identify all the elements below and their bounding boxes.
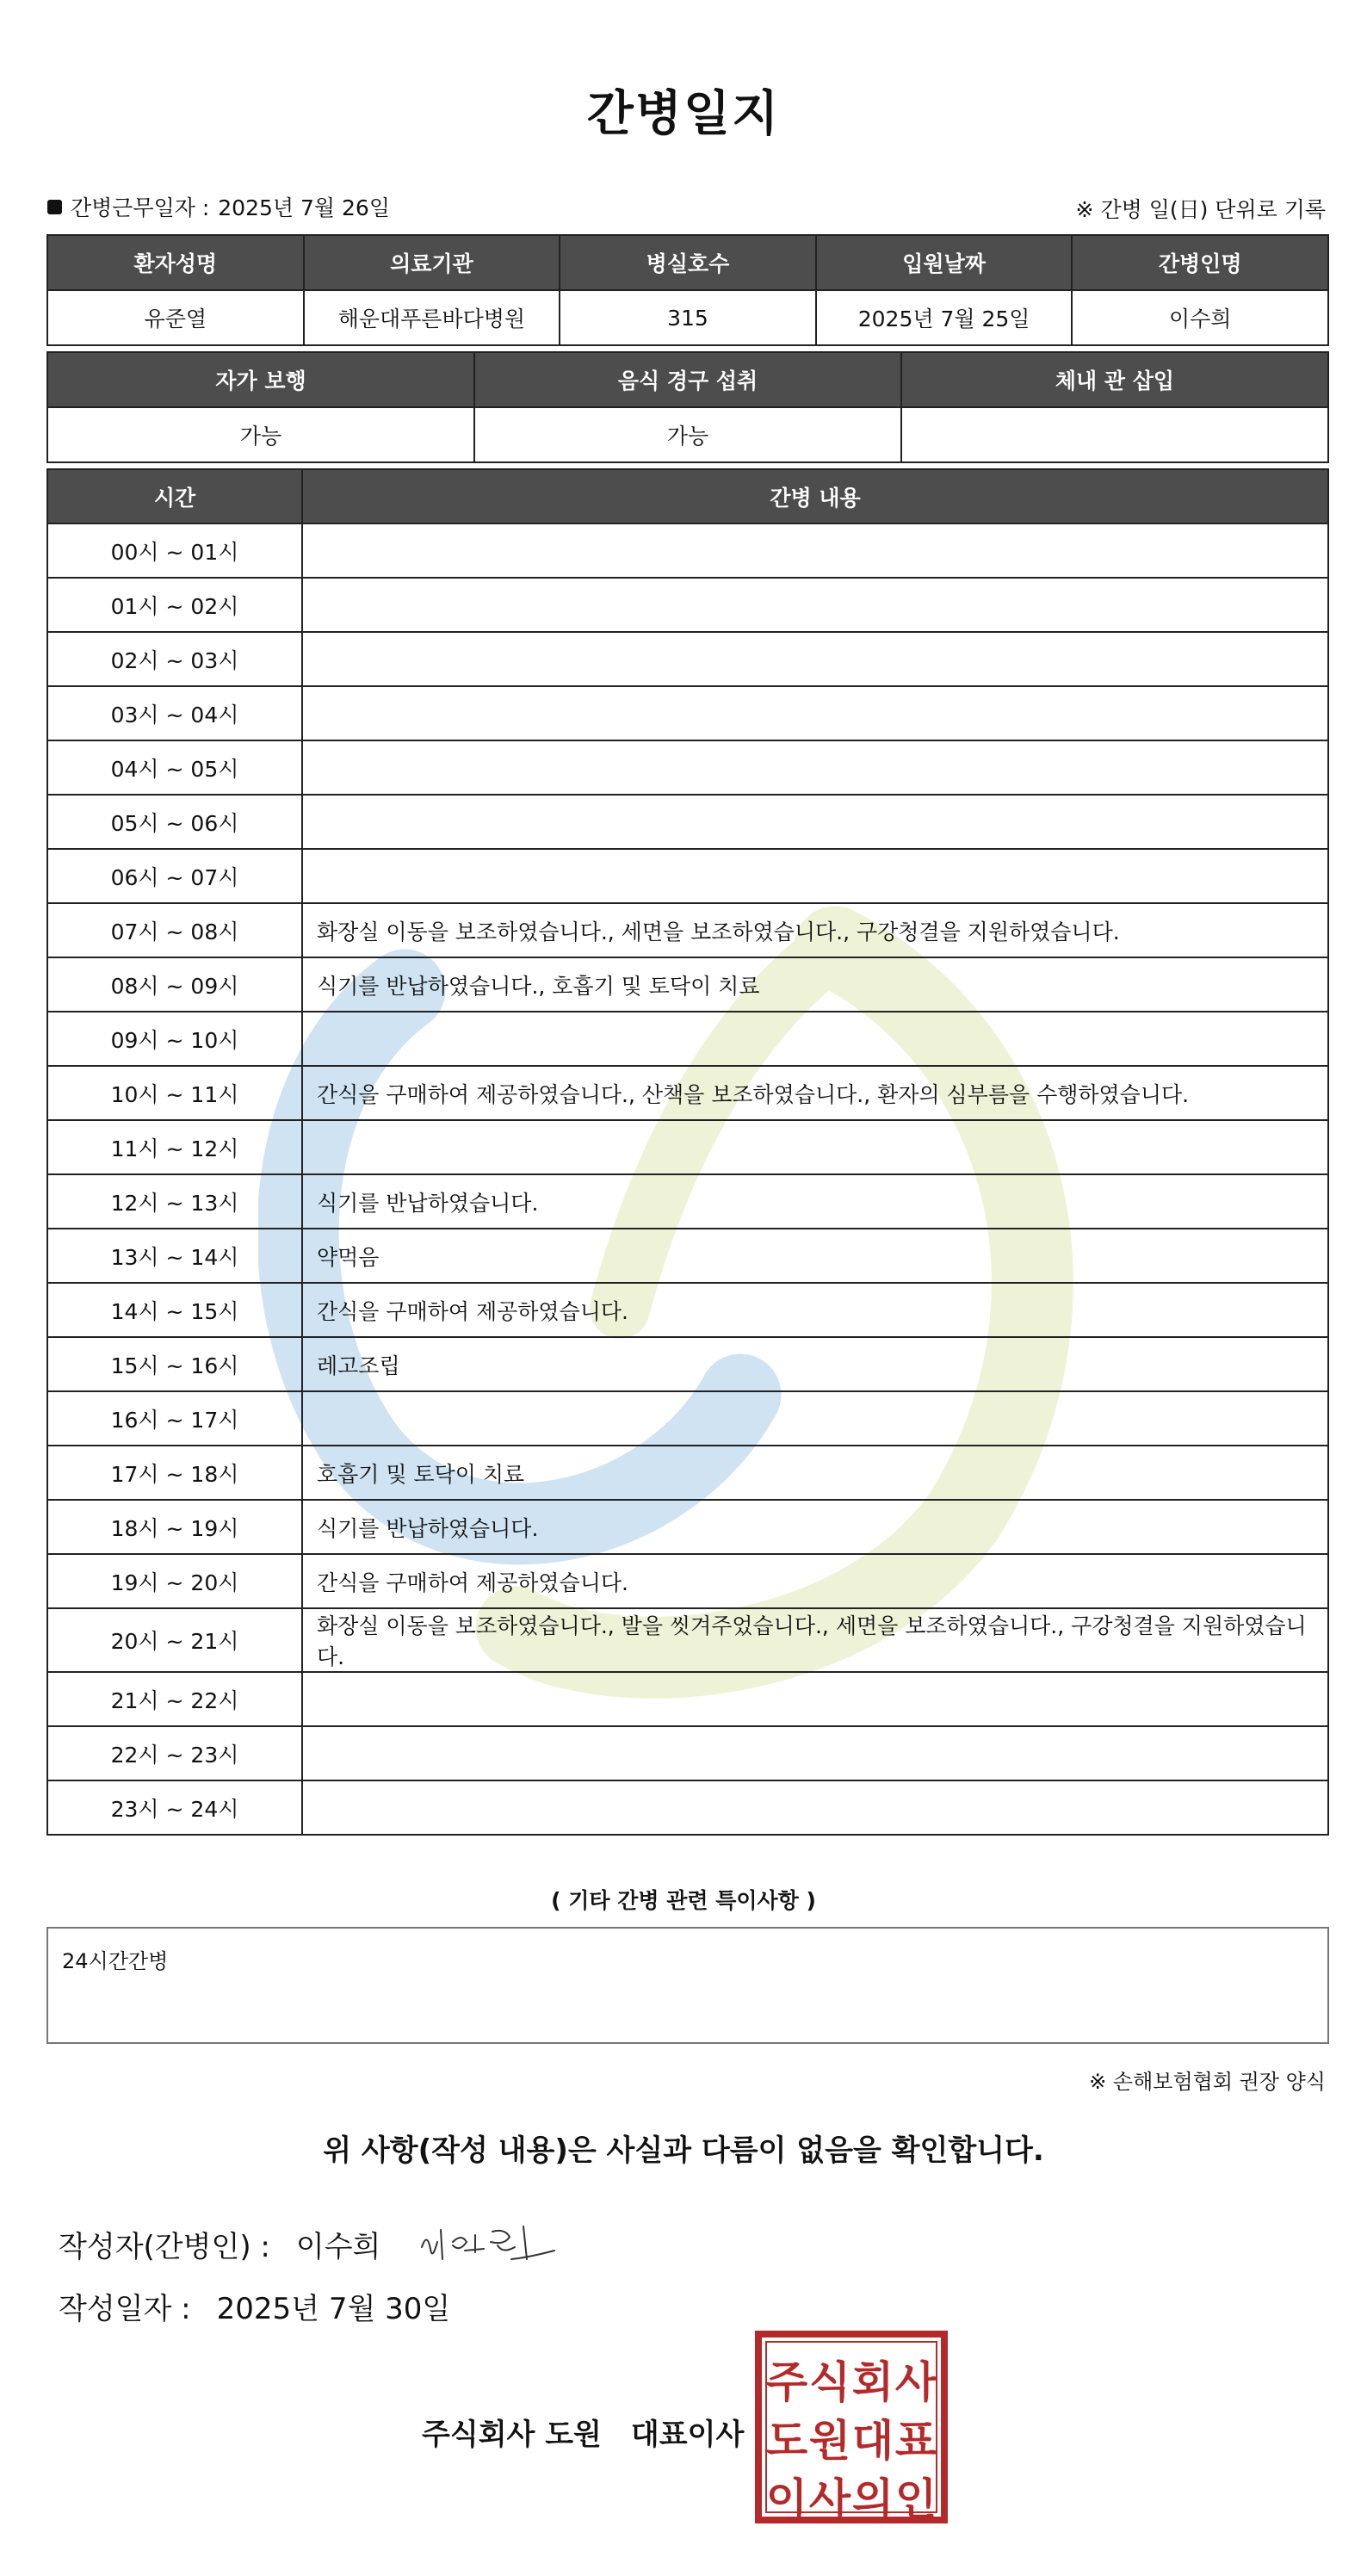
care-content: 식기를 반납하였습니다. bbox=[302, 1500, 1328, 1554]
time-slot: 03시 ~ 04시 bbox=[47, 686, 302, 740]
seal-glyph: 인 bbox=[894, 2474, 937, 2524]
care-content: 식기를 반납하였습니다., 호흡기 및 토닥이 치료 bbox=[302, 957, 1328, 1012]
time-slot: 20시 ~ 21시 bbox=[47, 1608, 302, 1672]
company-signoff bbox=[422, 2411, 744, 2453]
care-content bbox=[302, 1120, 1328, 1174]
table-row bbox=[47, 1672, 1328, 1726]
time-slot: 04시 ~ 05시 bbox=[47, 740, 302, 795]
table-row bbox=[47, 1446, 1328, 1500]
table-row bbox=[47, 1500, 1328, 1554]
table-row bbox=[47, 1012, 1328, 1066]
care-content: 간식을 구매하여 제공하였습니다. bbox=[302, 1283, 1328, 1337]
seal-glyph: 사 bbox=[808, 2474, 851, 2524]
table-row bbox=[47, 578, 1328, 632]
time-slot: 17시 ~ 18시 bbox=[47, 1446, 302, 1500]
time-slot: 11시 ~ 12시 bbox=[47, 1120, 302, 1174]
patient-info-value-row bbox=[47, 290, 1328, 345]
care-content bbox=[302, 578, 1328, 632]
care-content: 화장실 이동을 보조하였습니다., 발을 씻겨주었습니다., 세면을 보조하였습니다., 구강청결을 지원하였습니다. bbox=[302, 1608, 1328, 1672]
work-date bbox=[47, 191, 390, 222]
time-slot: 19시 ~ 20시 bbox=[47, 1554, 302, 1608]
table-row bbox=[47, 957, 1328, 1012]
patient-status-table bbox=[46, 351, 1329, 463]
written-date-label: 작성일자 : bbox=[59, 2292, 191, 2326]
table-row bbox=[47, 1391, 1328, 1446]
time-slot: 18시 ~ 19시 bbox=[47, 1500, 302, 1554]
written-date: 2025년 7월 30일 bbox=[216, 2292, 451, 2326]
header-tube-insertion: 체내 관 삽입 bbox=[901, 352, 1328, 407]
time-slot: 22시 ~ 23시 bbox=[47, 1726, 302, 1780]
time-slot: 05시 ~ 06시 bbox=[47, 795, 302, 849]
handwritten-signature bbox=[415, 2216, 561, 2271]
time-slot: 21시 ~ 22시 bbox=[47, 1672, 302, 1726]
seal-glyph: 의 bbox=[851, 2474, 894, 2524]
admission-date: 2025년 7월 25일 bbox=[816, 290, 1073, 345]
record-unit-note: ※ 간병 일(日) 단위로 기록 bbox=[1075, 197, 1326, 222]
time-slot: 10시 ~ 11시 bbox=[47, 1066, 302, 1120]
patient-info-table bbox=[46, 234, 1329, 346]
table-row bbox=[47, 1283, 1328, 1337]
header-time: 시간 bbox=[47, 469, 302, 523]
care-content bbox=[302, 632, 1328, 686]
table-row bbox=[47, 1120, 1328, 1174]
seal-glyph: 회 bbox=[851, 2357, 894, 2407]
care-content: 간식을 구매하여 제공하였습니다. bbox=[302, 1554, 1328, 1608]
care-content bbox=[302, 795, 1328, 849]
room-number: 315 bbox=[560, 290, 816, 345]
self-walking-value: 가능 bbox=[47, 407, 474, 462]
status-value-row bbox=[47, 407, 1328, 462]
time-slot: 13시 ~ 14시 bbox=[47, 1229, 302, 1283]
table-row bbox=[47, 795, 1328, 849]
seal-glyph: 도 bbox=[765, 2416, 808, 2466]
care-content: 호흡기 및 토닥이 치료 bbox=[302, 1446, 1328, 1500]
time-slot: 16시 ~ 17시 bbox=[47, 1391, 302, 1446]
header-admission-date: 입원날짜 bbox=[816, 235, 1073, 290]
status-header-row bbox=[47, 352, 1328, 407]
company-seal-stamp bbox=[754, 2330, 949, 2524]
care-content: 레고조립 bbox=[302, 1337, 1328, 1391]
time-slot: 06시 ~ 07시 bbox=[47, 849, 302, 903]
table-row bbox=[47, 1608, 1328, 1672]
seal-glyph: 사 bbox=[894, 2357, 937, 2407]
recommended-form-note: ※ 손해보험협회 권장 양식 bbox=[1089, 2070, 1326, 2094]
seal-glyph: 원 bbox=[808, 2416, 851, 2466]
header-care-content: 간병 내용 bbox=[302, 469, 1328, 523]
seal-glyph: 주 bbox=[765, 2357, 808, 2407]
caregiver-name: 이수희 bbox=[1072, 290, 1328, 345]
header-room: 병실호수 bbox=[560, 235, 816, 290]
company-name: 주식회사 도원 bbox=[422, 2418, 602, 2452]
care-content bbox=[302, 1726, 1328, 1780]
table-row bbox=[47, 1554, 1328, 1608]
table-row bbox=[47, 1174, 1328, 1229]
hospital-name: 해운대푸른바다병원 bbox=[304, 290, 560, 345]
header-oral-intake: 음식 경구 섭취 bbox=[474, 352, 901, 407]
care-log-header-row bbox=[47, 469, 1328, 523]
table-row bbox=[47, 849, 1328, 903]
table-row bbox=[47, 1229, 1328, 1283]
header-self-walking: 자가 보행 bbox=[47, 352, 474, 407]
care-log-body bbox=[47, 523, 1328, 1835]
care-content: 식기를 반납하였습니다. bbox=[302, 1174, 1328, 1229]
table-row bbox=[47, 523, 1328, 578]
patient-name: 유준열 bbox=[47, 290, 304, 345]
care-content bbox=[302, 1780, 1328, 1835]
care-content: 화장실 이동을 보조하였습니다., 세면을 보조하였습니다., 구강청결을 지원하였습니다. bbox=[302, 903, 1328, 957]
remarks-box bbox=[46, 1927, 1329, 2044]
care-log-table bbox=[46, 468, 1329, 1836]
author-name: 이수희 bbox=[295, 2229, 381, 2264]
work-date-value: 2025년 7월 26일 bbox=[218, 195, 390, 220]
care-content bbox=[302, 686, 1328, 740]
care-content: 약먹음 bbox=[302, 1229, 1328, 1283]
care-content: 간식을 구매하여 제공하였습니다., 산책을 보조하였습니다., 환자의 심부름을 수행하였습니다. bbox=[302, 1066, 1328, 1120]
care-content bbox=[302, 740, 1328, 795]
header-patient-name: 환자성명 bbox=[47, 235, 304, 290]
seal-glyph: 이 bbox=[765, 2474, 808, 2524]
header-caregiver: 간병인명 bbox=[1072, 235, 1328, 290]
time-slot: 23시 ~ 24시 bbox=[47, 1780, 302, 1835]
confirmation-statement: 위 사항(작성 내용)은 사실과 다름이 없음을 확인합니다. bbox=[323, 2133, 1044, 2168]
table-row bbox=[47, 632, 1328, 686]
time-slot: 01시 ~ 02시 bbox=[47, 578, 302, 632]
remarks-text: 24시간간병 bbox=[62, 1949, 169, 1973]
table-row bbox=[47, 740, 1328, 795]
header-hospital: 의료기관 bbox=[304, 235, 560, 290]
oral-intake-value: 가능 bbox=[474, 407, 901, 462]
time-slot: 08시 ~ 09시 bbox=[47, 957, 302, 1012]
care-content bbox=[302, 1391, 1328, 1446]
time-slot: 14시 ~ 15시 bbox=[47, 1283, 302, 1337]
seal-glyph: 표 bbox=[894, 2416, 937, 2466]
table-row bbox=[47, 1066, 1328, 1120]
patient-info-header-row bbox=[47, 235, 1328, 290]
bullet-square-icon bbox=[47, 200, 62, 214]
table-row bbox=[47, 1780, 1328, 1835]
time-slot: 00시 ~ 01시 bbox=[47, 523, 302, 578]
work-date-label: 간병근무일자 : bbox=[71, 195, 210, 220]
table-row bbox=[47, 903, 1328, 957]
author-line bbox=[59, 2216, 561, 2271]
care-content bbox=[302, 849, 1328, 903]
seal-glyph: 대 bbox=[851, 2416, 894, 2466]
time-slot: 15시 ~ 16시 bbox=[47, 1337, 302, 1391]
care-content bbox=[302, 1012, 1328, 1066]
table-row bbox=[47, 1726, 1328, 1780]
company-role: 대표이사 bbox=[630, 2418, 745, 2452]
written-date-line bbox=[59, 2285, 450, 2327]
author-label: 작성자(간병인) : bbox=[59, 2229, 270, 2264]
remarks-title: ( 기타 간병 관련 특이사항 ) bbox=[551, 1888, 816, 1913]
care-content bbox=[302, 1672, 1328, 1726]
page-title: 간병일지 bbox=[586, 86, 781, 142]
time-slot: 07시 ~ 08시 bbox=[47, 903, 302, 957]
seal-glyph: 식 bbox=[808, 2357, 851, 2407]
care-content bbox=[302, 523, 1328, 578]
time-slot: 09시 ~ 10시 bbox=[47, 1012, 302, 1066]
time-slot: 02시 ~ 03시 bbox=[47, 632, 302, 686]
table-row bbox=[47, 686, 1328, 740]
time-slot: 12시 ~ 13시 bbox=[47, 1174, 302, 1229]
table-row bbox=[47, 1337, 1328, 1391]
tube-insertion-value bbox=[901, 407, 1328, 462]
